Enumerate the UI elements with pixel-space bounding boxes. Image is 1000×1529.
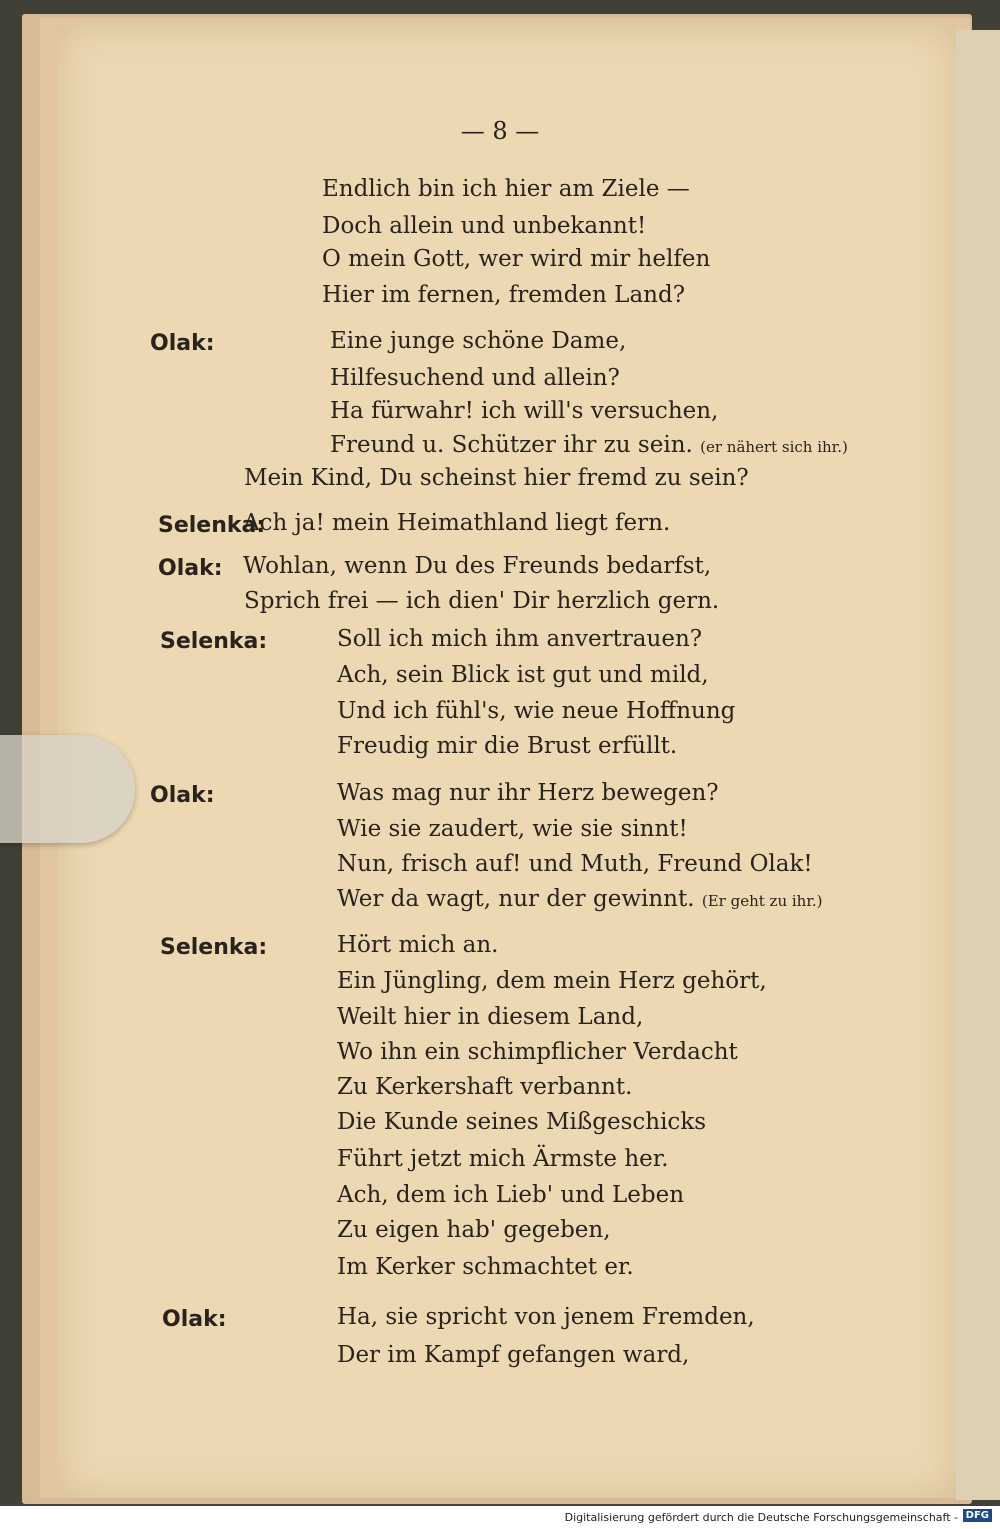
speaker-label: Olak: (162, 1307, 227, 1332)
verse-line (337, 1041, 738, 1064)
verse-line-text: Hört mich an. (337, 932, 499, 958)
verse-line (322, 178, 690, 201)
verse-line-text: Ha fürwahr! ich will's versuchen, (330, 398, 719, 424)
verse-line-text: Wie sie zaudert, wie sie sinnt! (337, 816, 688, 842)
verse-line-text: Sprich frei — ich dien' Dir herzlich gern. (244, 588, 720, 614)
verse-line (337, 1111, 706, 1134)
facing-page-edge (956, 30, 1000, 1500)
verse-line-text: Der im Kampf gefangen ward, (337, 1342, 690, 1368)
page-number: — 8 — (460, 117, 540, 145)
verse-line-text: Doch allein und unbekannt! (322, 213, 647, 239)
footer-text: Digitalisierung gefördert durch die Deutsche Forschungsgemeinschaft - (564, 1511, 958, 1524)
verse-line (337, 1006, 643, 1029)
verse-line-text: Ein Jüngling, dem mein Herz gehört, (337, 968, 767, 994)
verse-line-text: Wer da wagt, nur der gewinnt. (337, 886, 695, 912)
verse-line (322, 284, 685, 307)
page-marker-tab (0, 735, 135, 843)
verse-line-text: Nun, frisch auf! und Muth, Freund Olak! (337, 851, 813, 877)
verse-line-text: Wo ihn ein schimpflicher Verdacht (337, 1039, 738, 1065)
speaker-label: Selenka: (160, 935, 268, 960)
verse-line-text: Ach, sein Blick ist gut und mild, (337, 662, 709, 688)
verse-line-text: Wohlan, wenn Du des Freunds bedarfst, (243, 553, 712, 579)
speaker-label: Olak: (150, 783, 215, 808)
verse-line (243, 555, 711, 578)
speaker-label: Selenka: (158, 513, 266, 538)
verse-line (337, 735, 677, 758)
verse-line (337, 1184, 684, 1207)
verse-line (337, 782, 719, 805)
verse-line-text: Eine junge schöne Dame, (330, 328, 627, 354)
verse-line (322, 215, 646, 238)
verse-line-text: Was mag nur ihr Herz bewegen? (337, 780, 719, 806)
verse-line (330, 434, 848, 457)
verse-line (337, 1148, 669, 1171)
verse-line-text: Zu eigen hab' gegeben, (337, 1217, 611, 1243)
verse-line (337, 888, 822, 911)
speaker-label: Olak: (158, 556, 223, 581)
verse-line (337, 970, 767, 993)
verse-line (337, 700, 735, 723)
verse-line (337, 1306, 755, 1329)
verse-line-text: Die Kunde seines Mißgeschicks (337, 1109, 707, 1135)
verse-line-text: Soll ich mich ihm anvertrauen? (337, 626, 703, 652)
verse-line (337, 664, 709, 687)
verse-line (244, 467, 749, 490)
speaker-label: Selenka: (160, 629, 268, 654)
verse-line-text: O mein Gott, wer wird mir helfen (322, 246, 711, 272)
verse-line-text: Hier im fernen, fremden Land? (322, 282, 686, 308)
verse-line-text: Ha, sie spricht von jenem Fremden, (337, 1304, 755, 1330)
verse-line (337, 1344, 689, 1367)
verse-line (337, 1219, 611, 1242)
dfg-logo: DFG (963, 1509, 992, 1522)
verse-line-text: Ach ja! mein Heimathland liegt fern. (243, 510, 671, 536)
verse-line-text: Endlich bin ich hier am Ziele — (322, 176, 690, 202)
verse-line-text: Im Kerker schmachtet er. (337, 1254, 634, 1280)
verse-line (330, 330, 626, 353)
verse-line-text: Hilfesuchend und allein? (330, 365, 620, 391)
stage-direction: (er nähert sich ihr.) (700, 438, 848, 456)
verse-line-text: Mein Kind, Du scheinst hier fremd zu sein? (244, 465, 749, 491)
verse-line (337, 628, 702, 651)
speaker-label: Olak: (150, 331, 215, 356)
verse-line-text: Freund u. Schützer ihr zu sein. (330, 432, 693, 458)
stage-direction: (Er geht zu ihr.) (701, 892, 823, 910)
verse-line (330, 367, 620, 390)
verse-line-text: Führt jetzt mich Ärmste her. (337, 1146, 669, 1172)
verse-line (322, 248, 710, 271)
verse-line (244, 590, 719, 613)
verse-line (330, 400, 718, 423)
verse-line-text: Weilt hier in diesem Land, (337, 1004, 644, 1030)
verse-line (337, 853, 813, 876)
verse-line-text: Ach, dem ich Lieb' und Leben (337, 1182, 685, 1208)
footer-bar (0, 1506, 1000, 1529)
verse-line (337, 1076, 632, 1099)
verse-line (243, 512, 670, 535)
verse-line (337, 1256, 634, 1279)
verse-line-text: Zu Kerkershaft verbannt. (337, 1074, 633, 1100)
verse-line-text: Und ich fühl's, wie neue Hoffnung (337, 698, 736, 724)
verse-line (337, 818, 688, 841)
verse-line (337, 934, 498, 957)
verse-line-text: Freudig mir die Brust erfüllt. (337, 733, 678, 759)
